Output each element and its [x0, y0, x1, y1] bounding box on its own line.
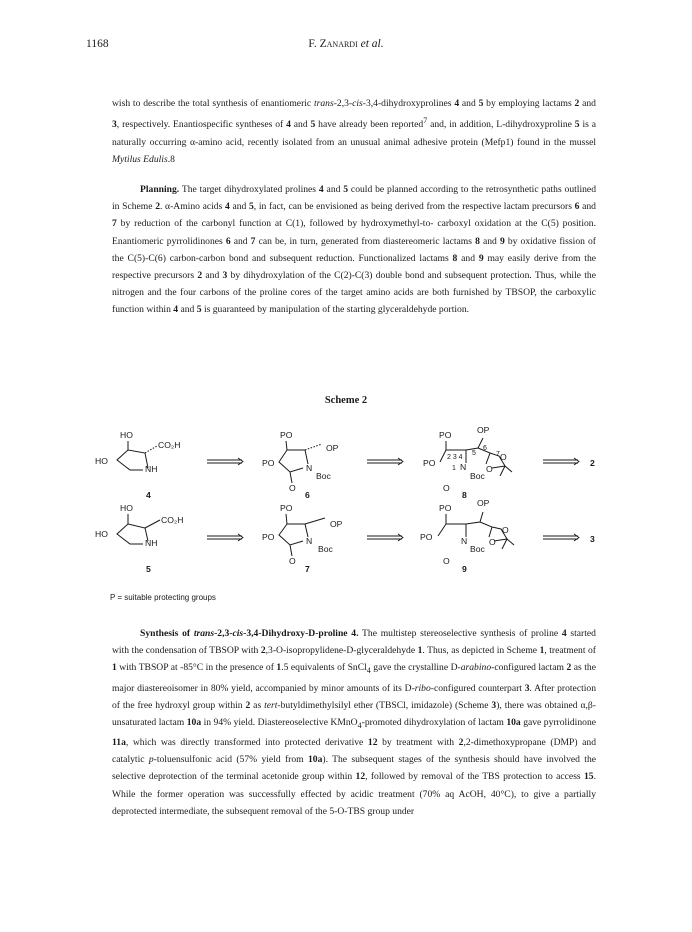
svg-text:Boc: Boc [470, 544, 485, 554]
svg-text:CO₂H: CO₂H [161, 515, 184, 525]
svg-text:PO: PO [420, 532, 433, 542]
svg-text:N: N [306, 463, 313, 473]
svg-text:6: 6 [483, 445, 487, 452]
retro-arrow-1 [207, 458, 243, 465]
compound-number-7: 7 [305, 564, 310, 574]
scheme-2-diagram [0, 412, 692, 597]
retro-arrow-5 [367, 534, 403, 541]
svg-text:N: N [306, 536, 313, 546]
compound-8-structure [423, 425, 512, 493]
retro-arrow-3 [543, 458, 579, 465]
svg-text:PO: PO [262, 532, 275, 542]
compound-4-structure [95, 430, 180, 474]
scheme-title: Scheme 2 [324, 395, 368, 406]
svg-text:NH: NH [145, 538, 158, 548]
svg-text:O: O [289, 483, 296, 493]
running-head: F. Zanardi et al. [308, 38, 384, 50]
svg-text:O: O [486, 464, 493, 474]
svg-text:N: N [461, 536, 468, 546]
svg-text:O: O [443, 556, 450, 566]
retro-arrow-6 [543, 534, 579, 541]
svg-text:O: O [443, 483, 450, 493]
svg-text:HO: HO [120, 503, 133, 513]
label-ho-left: HO [95, 456, 108, 466]
svg-text:7: 7 [496, 451, 500, 458]
svg-text:N: N [460, 462, 467, 472]
svg-text:OP: OP [326, 443, 339, 453]
retro-arrow-4 [207, 534, 243, 541]
ring-position-numbers: 2 3 4 [447, 454, 463, 461]
compound-number-8: 8 [462, 490, 467, 500]
svg-text:HO: HO [95, 529, 108, 539]
compound-7-structure [262, 503, 343, 566]
page-number: 1168 [86, 38, 109, 50]
compound-number-5: 5 [146, 564, 151, 574]
compound-number-2: 2 [590, 458, 595, 468]
compound-number-3: 3 [590, 534, 595, 544]
svg-text:PO: PO [280, 430, 293, 440]
synthesis-heading: Synthesis of trans-2,3-cis-3,4-Dihydroxy-D-proline 4. [140, 628, 359, 639]
svg-text:O: O [289, 556, 296, 566]
svg-text:OP: OP [330, 519, 343, 529]
svg-text:O: O [489, 537, 496, 547]
compound-5-structure [95, 503, 183, 548]
svg-text:Boc: Boc [318, 544, 333, 554]
planning-heading: Planning. [140, 184, 180, 195]
label-co2h: CO₂H [158, 440, 181, 450]
svg-text:PO: PO [439, 430, 452, 440]
compound-6-structure [262, 430, 339, 493]
synthesis-paragraph: Synthesis of trans-2,3-cis-3,4-Dihydroxy-D-proline 4. The multistep stereoselective synthesis of proline 4 started with the condensation of TBSOP with 2,3-O-isopropylidene-D-glyceraldehyde 1. Thus, as depicted in Scheme 1, treatment of 1 with TBSOP at -85°C in the presence of 1.5 equivalents of SnCl$_4$ gave the crystalline D-arabino-configured lactam 2 as the major diastereoisomer in 80% yield, accompanied by minor amounts of its D-ribo-configured counterpart 3. After protection of the free hydroxyl group within 2 as tert-butyldimethylsilyl ether (TBSCl, imidazole) (Scheme 3), there was obtained α,β-unsaturated lactam 10a in 94% yield. Diastereoselective KMnO$_4$-promoted dihydroxylation of lactam 10a gave pyrrolidinone 11a, which was directly transformed into protected derivative 12 by treatment with 2,2-dimethoxypropane (DMP) and catalytic p-toluensulfonic acid (57% yield from 10a). The subsequent stages of the synthesis should have involved the selective deprotection of the terminal acetonide group within 12, followed by removal of the TBS protection to access 15. While the former operation was successfully effected by acidic treatment (70% aq AcOH, 40°C), to give a partially deprotected intermediate, the subsequent removal of the 5-O-TBS group under [112, 628, 597, 817]
svg-text:OP: OP [477, 498, 490, 508]
svg-text:OP: OP [477, 425, 490, 435]
page-header [0, 38, 692, 54]
intro-paragraph: wish to describe the total synthesis of enantiomeric trans-2,3-cis-3,4-dihydroxyprolines 4 and 5 by employing lactams 2 and 3, respectively. Enantiospecific syntheses of 4 and 5 have already been reported$^7$ and, in addition, L-dihydroxyproline 5 is a naturally occurring α-amino acid, recently isolated from an unusual animal adhesive protein (Mefp1) found in the mussel Mytilus Edulis.8 [112, 98, 596, 165]
svg-text:PO: PO [423, 458, 436, 468]
label-nh: NH [145, 464, 158, 474]
svg-text:PO: PO [262, 458, 275, 468]
svg-text:Boc: Boc [316, 471, 331, 481]
svg-text:PO: PO [280, 503, 293, 513]
svg-text:PO: PO [439, 503, 452, 513]
compound-number-9: 9 [462, 564, 467, 574]
planning-paragraph: Planning. The target dihydroxylated prolines 4 and 5 could be planned according to the retrosynthetic paths outlined in Scheme 2. α-Amino acids 4 and 5, in fact, can be envisioned as being derived from the respective lactam precursors 6 and 7 by reduction of the carbonyl function at C(1), followed by hydroxymethyl-to- carboxyl oxidation at the C(5) position. Enantiomeric pyrrolidinones 6 and 7 can be, in turn, generated from diastereomeric lactams 8 and 9 by oxidative fission of the C(5)-C(6) carbon-carbon bond and subsequent reduction. Functionalized lactams 8 and 9 may easily derive from the respective precursors 2 and 3 by dihydroxylation of the C(2)-C(3) double bond and subsequent protection. Thus, while the nitrogen and the four carbons of the proline cores of the target amino acids are both furnished by TBSOP, the carboxylic function within 4 and 5 is guaranteed by manipulation of the starting glyceraldehyde portion. [112, 184, 597, 316]
scheme-footnote: P = suitable protecting groups [110, 593, 216, 602]
retro-arrow-2 [367, 458, 403, 465]
compound-9-structure [420, 498, 514, 566]
compound-number-4: 4 [146, 490, 151, 500]
svg-text:Boc: Boc [470, 471, 485, 481]
compound-number-6: 6 [305, 490, 310, 500]
svg-text:O: O [500, 452, 507, 462]
svg-text:O: O [502, 525, 509, 535]
svg-text:1: 1 [452, 465, 456, 472]
svg-text:5: 5 [472, 450, 476, 457]
label-ho-top: HO [120, 430, 133, 440]
